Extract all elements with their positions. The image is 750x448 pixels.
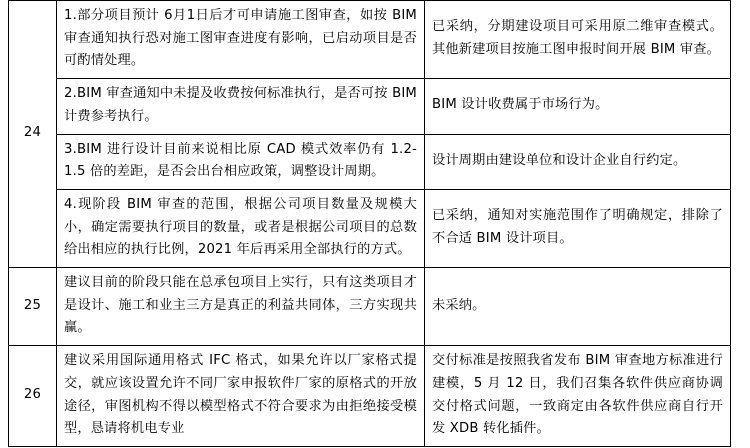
table-row	[9, 346, 731, 447]
response-cell: 交付标准是按照我省发布 BIM 审查地方标准进行建模，5 月 12 日，我们召集各软件供应商协调交付格式问题，一致商定由各软件供应商自行开发 XDB 转化插件。	[425, 346, 731, 447]
opinion-content-cell: 建议目前的阶段只能在总承包项目上实行，只有这类项目才是设计、施工和业主三方是真正的利益共同体，三方实现共赢。	[57, 268, 425, 346]
table-row	[9, 134, 731, 189]
table-row	[9, 268, 731, 346]
opinion-content-cell: 3.BIM 进行设计目前来说相比原 CAD 模式效率仍有 1.2-1.5 倍的差距，是否会出台相应政策，调整设计周期。	[57, 134, 425, 189]
opinion-content-cell: 1.部分项目预计 6月1日后才可申请施工图审查，如按 BIM 审查通知执行恐对施工图审查进度有影响，已启动项目是否可酌情处理。	[57, 1, 425, 79]
row-number-cell: 26	[9, 346, 57, 447]
opinion-table	[8, 0, 731, 447]
opinion-content-cell: 2.BIM 审查通知中未提及收费按何标准执行，是否可按 BIM 计费参考执行。	[57, 79, 425, 134]
opinion-content-cell: 4.现阶段 BIM 审查的范围，根据公司项目数量及规模大小，确定需要执行项目的数量，或者是根据公司项目的总数给出相应的执行比例，2021 年后再采用全部执行的方式。	[57, 189, 425, 267]
response-cell: 已采纳，分期建设项目可采用原二维审查模式。其他新建项目按施工图申报时间开展 BIM 审查。	[425, 1, 731, 79]
table-row	[9, 79, 731, 134]
response-cell: 设计周期由建设单位和设计企业自行约定。	[425, 134, 731, 189]
response-cell: 已采纳，通知对实施范围作了明确规定，排除了不合适 BIM 设计项目。	[425, 189, 731, 267]
response-cell: 未采纳。	[425, 268, 731, 346]
row-number-cell: 24	[9, 1, 57, 268]
opinion-content-cell: 建议采用国际通用格式 IFC 格式，如果允许以厂家格式提交，就应该设置允许不同厂家申报软件厂家的原格式的开放途径，审图机构不得以模型格式不符合要求为由拒绝接受模型，恳请将机电专业	[57, 346, 425, 447]
table-row	[9, 1, 731, 79]
row-number-cell: 25	[9, 268, 57, 346]
table-row	[9, 189, 731, 267]
response-cell: BIM 设计收费属于市场行为。	[425, 79, 731, 134]
